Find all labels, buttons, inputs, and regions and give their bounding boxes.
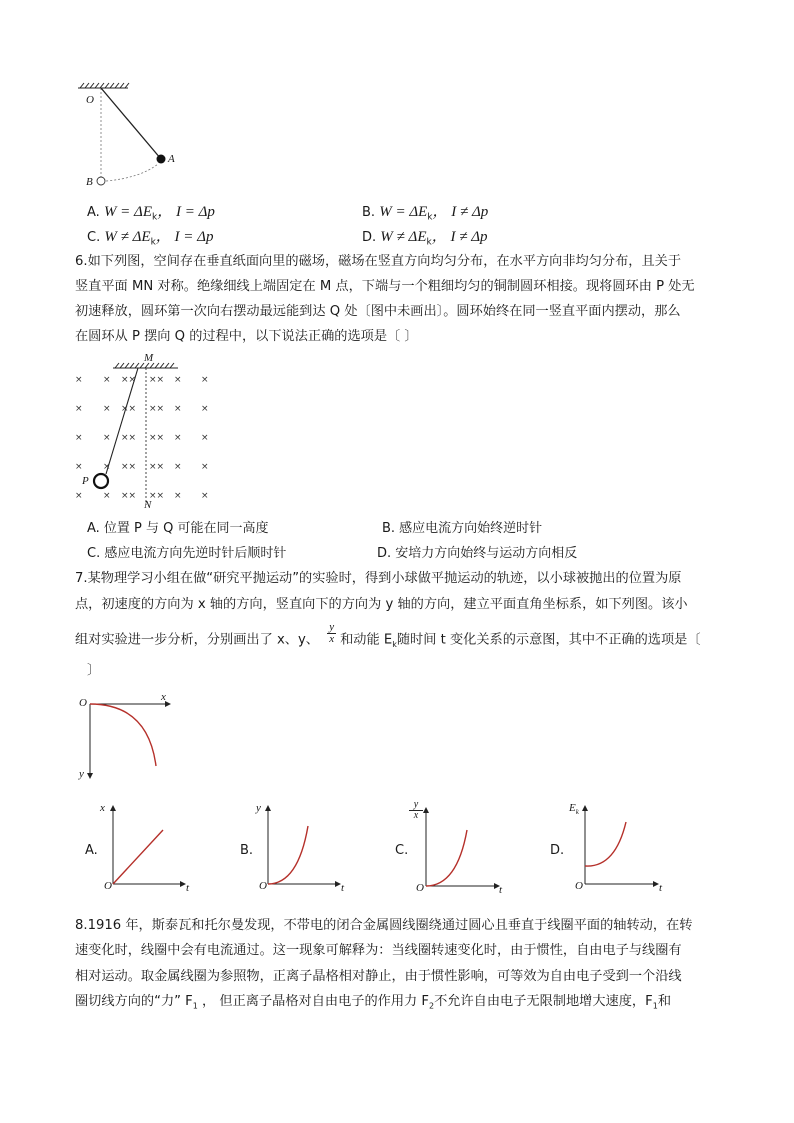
trajectory-curve [90,704,156,766]
ball-B [97,177,105,185]
q5-option-C: C. $W \ne \Delta E_k$， I = Δp [87,229,214,248]
pendulum-string [101,88,161,159]
traj-label-y: y [79,768,84,780]
magnetic-field-figure: × × ×× ×× × × × × ×× ×× × × × × ×× ×× × × × × ×× ×× × × × × ×× ×× × × M N P [75,352,209,511]
swing-arc [106,164,158,181]
q6-line-4: 在圆环从 P 摆向 Q 的过程中，以下说法正确的选项是〔 〕 [75,329,418,344]
q7-line-1: 7.某物理学习小组在做“研究平抛运动”的实验时，得到小球做平抛运动的轨迹，以小球被抛出的位置为原 [75,571,682,586]
q8-line-4: 圈切线方向的“力” $F_1$ ， 但正离子晶格对自由电子的作用力 $F_2$不允许自由电子无限制地增大速度，$F_1$和 [75,994,671,1011]
graph-C-curve [426,830,467,886]
q6-option-B: B. 感应电流方向始终逆时针 [382,521,543,536]
q6-line-3: 初速释放，圆环第一次向右摆动最远能到达 Q 处〔图中未画出〕。圆环始终在同一竖直平面内摆动，那么 [75,304,681,319]
q6-option-C: C. 感应电流方向先逆时针后顺时针 [87,546,287,561]
label-M: M [144,352,154,364]
graph-C: C. y x O t [395,799,503,896]
q6-line-1: 6.如下列图，空间存在垂直纸面向里的磁场，磁场在竖直方向均匀分布，在水平方向非均匀分布，且关于 [75,254,682,269]
ball-A [157,155,166,164]
copper-ring [94,474,108,488]
q7-line-4: 〕 [87,663,101,678]
trajectory-figure [78,690,188,785]
graph-D: D. $E_k$ O t [550,802,663,894]
graph-D-curve [585,822,626,866]
q7-line-3: 组对实验进一步分析，分别画出了 x、y、 $\frac{y}{x}$ 和动能 $E_k$随时间 t 变化关系的示意图，其中不正确的选项是〔 [75,621,701,650]
traj-label-O: O [79,697,87,709]
q5-option-B: B. $W = \Delta E_k$， I ≠ Δp [362,204,489,223]
q5-option-D: D. $W \ne \Delta E_k$， I ≠ Δp [362,229,488,248]
label-O: O [86,94,94,106]
q6-option-A: A. 位置 P 与 Q 可能在同一高度 [87,521,269,536]
q7-line-2: 点，初速度的方向为 x 轴的方向，竖直向下的方向为 y 轴的方向，建立平面直角坐标系，如下列图。该小 [75,597,688,612]
y-over-x-fraction: $\frac{y}{x}$ [329,621,335,645]
graph-A: A. x O t [85,802,190,894]
label-B: B [86,176,93,188]
traj-label-x: x [161,691,166,703]
graph-A-curve [113,830,163,884]
q8-line-3: 相对运动。取金属线圈为参照物，正离子晶格相对静止，由于惯性影响，可等效为自由电子受到一个沿线 [75,969,682,984]
ceiling-hatch [78,83,129,88]
graph-B: B. y O t [240,802,345,894]
graph-B-curve [268,826,308,884]
q6-line-2: 竖直平面 MN 对称。绝缘细线上端固定在 M 点，下端与一个粗细均匀的铜制圆环相接。现将圆环由 P 处无 [75,279,695,294]
label-A: A [168,153,175,165]
q8-line-2: 速变化时，线圈中会有电流通过。这一现象可解释为：当线圈转速变化时，由于惯性，自由电子与线圈有 [75,943,682,958]
q6-option-D: D. 安培力方向始终与运动方向相反 [377,546,578,561]
label-P: P [82,475,89,487]
q5-option-A: A. $W = \Delta E_k$， I = Δp [87,204,215,223]
graph-C-ylabel-fraction: y x [409,800,423,821]
q8-line-1: 8.1916 年，斯泰瓦和托尔曼发现，不带电的闭合金属圆线圈绕通过圆心且垂直于线圈平面的轴转动，在转 [75,918,693,933]
label-N: N [144,499,152,511]
